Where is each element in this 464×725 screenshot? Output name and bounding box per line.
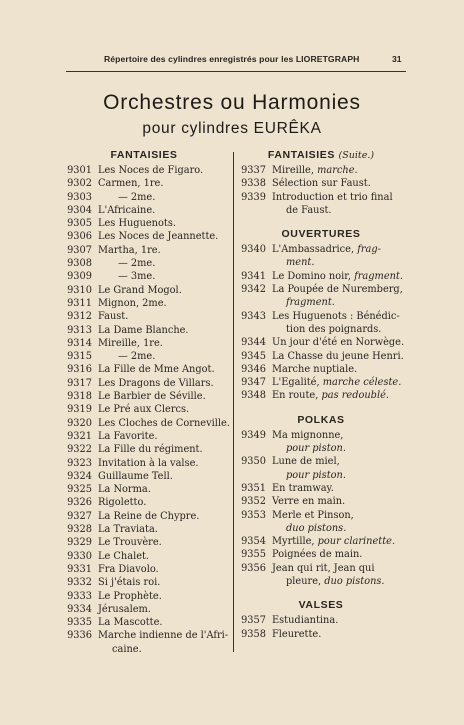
entry-title xyxy=(98,337,230,350)
entry-title xyxy=(98,217,230,230)
entry-text-cont: tion des poignards. xyxy=(286,323,382,335)
header-rule xyxy=(66,71,406,72)
catalog-entry xyxy=(58,470,230,483)
entry-title xyxy=(98,417,230,430)
entry-title xyxy=(272,628,406,641)
entry-text: La Poupée de Nuremberg, xyxy=(272,284,403,296)
entry-title xyxy=(272,177,406,190)
entry-title xyxy=(98,191,230,204)
catalog-entry xyxy=(58,390,230,403)
catalog-entry xyxy=(58,257,230,270)
entry-text: La Mascotte. xyxy=(98,617,163,629)
entry-text: Estudiantina. xyxy=(272,615,339,627)
entry-title xyxy=(98,536,230,549)
entry-number: 9351 xyxy=(241,482,266,494)
entry-text: Jérusalem. xyxy=(98,603,151,615)
entry-title xyxy=(272,350,406,363)
catalog-entry xyxy=(236,389,406,402)
entry-text: Mireille, 1re. xyxy=(98,337,163,349)
entry-text: Le Barbier de Séville. xyxy=(98,391,206,403)
catalog-entry xyxy=(236,191,406,218)
entry-text: — 3me. xyxy=(118,271,156,283)
entry-title xyxy=(98,230,230,243)
catalog-entry xyxy=(58,177,230,190)
catalog-entry xyxy=(58,297,230,310)
entry-title xyxy=(98,377,230,390)
catalog-entry xyxy=(236,509,406,536)
ouvertures-list xyxy=(236,243,406,403)
entry-number: 9322 xyxy=(67,444,92,456)
entry-note-cont: duo pistons. xyxy=(324,576,385,588)
entry-continuation xyxy=(272,442,406,455)
entry-text: La Reine de Chypre. xyxy=(98,510,200,522)
entry-text: Les Huguenots. xyxy=(98,218,176,230)
catalog-entry xyxy=(236,310,406,337)
catalog-entry xyxy=(58,337,230,350)
entry-text: Fra Diavolo. xyxy=(98,563,159,575)
catalog-entry xyxy=(58,616,230,629)
entry-title xyxy=(98,443,230,456)
entry-continuation xyxy=(272,469,406,482)
catalog-entry xyxy=(236,495,406,508)
entry-title xyxy=(272,389,406,402)
entry-number: 9326 xyxy=(67,497,92,509)
entry-number: 9304 xyxy=(67,204,92,216)
entry-text: Merle et Pinson, xyxy=(272,509,354,521)
entry-number: 9347 xyxy=(241,377,266,389)
catalog-entry xyxy=(236,562,406,589)
entry-continuation xyxy=(272,323,406,336)
catalog-entry xyxy=(58,523,230,536)
entry-note-cont: pour piston. xyxy=(286,469,346,481)
entry-number: 9354 xyxy=(241,536,266,548)
entry-number: 9352 xyxy=(241,496,266,508)
entry-title xyxy=(98,270,230,283)
entry-title xyxy=(272,191,406,218)
section-heading-fantaisies: FANTAISIES xyxy=(110,149,178,161)
catalog-entry xyxy=(236,350,406,363)
entry-text: Mignon, 2me. xyxy=(98,297,167,309)
catalog-entry xyxy=(58,430,230,443)
entry-title xyxy=(98,350,230,363)
entry-title xyxy=(98,510,230,523)
entry-title xyxy=(272,455,406,482)
catalog-entry xyxy=(58,217,230,230)
entry-number: 9328 xyxy=(67,524,92,536)
entry-text: Le Pré aux Clercs. xyxy=(98,404,190,416)
entry-title xyxy=(98,204,230,217)
fantaisies-list xyxy=(58,164,230,656)
running-header xyxy=(0,52,464,70)
page-title: Orchestres ou Harmonies xyxy=(103,91,361,114)
catalog-entry xyxy=(236,376,406,389)
entry-number: 9311 xyxy=(67,297,92,309)
entry-number: 9348 xyxy=(241,390,266,402)
entry-title xyxy=(272,283,406,310)
entry-continuation xyxy=(98,643,230,656)
entry-number: 9316 xyxy=(67,364,92,376)
entry-note-cont: duo pistons. xyxy=(286,522,347,534)
entry-title xyxy=(98,523,230,536)
catalog-entry xyxy=(58,457,230,470)
entry-continuation xyxy=(272,296,406,309)
entry-number: 9327 xyxy=(67,510,92,522)
entry-title xyxy=(272,243,406,270)
catalog-entry xyxy=(236,164,406,177)
entry-text: — 2me. xyxy=(118,351,156,363)
entry-text: L'Ambassadrice, xyxy=(272,244,355,256)
entry-continuation xyxy=(272,204,406,217)
catalog-entry xyxy=(236,283,406,310)
entry-number: 9324 xyxy=(67,470,92,482)
entry-text: La Dame Blanche. xyxy=(98,324,189,336)
catalog-entry xyxy=(58,310,230,323)
entry-number: 9312 xyxy=(67,311,92,323)
section-heading-valses: VALSES xyxy=(298,599,344,612)
entry-title xyxy=(98,550,230,563)
entry-number: 9321 xyxy=(67,430,92,442)
catalog-entry xyxy=(58,244,230,257)
entry-number: 9356 xyxy=(241,562,266,574)
section-heading-fantaisies-suite xyxy=(236,148,406,162)
entry-number: 9319 xyxy=(67,404,92,416)
section-heading-text: FANTAISIES xyxy=(267,149,335,161)
entry-text: Carmen, 1re. xyxy=(98,178,164,190)
catalog-entry xyxy=(236,548,406,561)
entry-text: Martha, 1re. xyxy=(98,244,161,256)
entry-title xyxy=(98,616,230,629)
right-column xyxy=(236,148,406,641)
catalog-entry xyxy=(58,363,230,376)
entry-text-cont: de Faust. xyxy=(286,204,332,216)
entry-title xyxy=(98,257,230,270)
entry-number: 9339 xyxy=(241,191,266,203)
entry-text: En tramway. xyxy=(272,482,334,494)
entry-title xyxy=(98,590,230,603)
entry-text: Mireille, xyxy=(272,165,314,176)
entry-title xyxy=(98,430,230,443)
entry-title xyxy=(98,363,230,376)
entry-number: 9346 xyxy=(241,363,266,375)
entry-title xyxy=(272,482,406,495)
entry-title xyxy=(98,284,230,297)
entry-number: 9323 xyxy=(67,457,92,469)
entry-number: 9301 xyxy=(67,165,92,176)
column-divider xyxy=(233,152,234,652)
entry-text: Les Huguenots : Bénédic- xyxy=(272,310,400,322)
entry-number: 9318 xyxy=(67,391,92,403)
entry-number: 9342 xyxy=(241,284,266,296)
entry-number: 9343 xyxy=(241,310,266,322)
entry-text: Marche nuptiale. xyxy=(272,363,358,375)
entry-number: 9338 xyxy=(241,178,266,190)
entry-title xyxy=(272,336,406,349)
entry-number: 9334 xyxy=(67,603,92,615)
catalog-entry xyxy=(58,417,230,430)
entry-text: Si j'étais roi. xyxy=(98,577,161,589)
catalog-entry xyxy=(58,576,230,589)
catalog-entry xyxy=(58,350,230,363)
entry-title xyxy=(98,563,230,576)
entry-number: 9357 xyxy=(241,615,266,627)
catalog-entry xyxy=(58,204,230,217)
entry-text: — 2me. xyxy=(118,191,156,203)
entry-text: La Favorite. xyxy=(98,430,158,442)
entry-text: — 2me. xyxy=(118,258,156,270)
catalog-entry xyxy=(236,628,406,641)
entry-number: 9335 xyxy=(67,617,92,629)
entry-number: 9333 xyxy=(67,590,92,602)
entry-continuation xyxy=(272,256,406,269)
catalog-entry xyxy=(58,629,230,656)
catalog-entry xyxy=(58,443,230,456)
entry-note: fragment. xyxy=(354,270,403,282)
entry-text: Le Domino noir, xyxy=(272,270,351,282)
catalog-entry xyxy=(58,284,230,297)
catalog-entry xyxy=(58,510,230,523)
catalog-entry xyxy=(58,403,230,416)
entry-note: frag- xyxy=(357,244,381,256)
entry-number: 9336 xyxy=(67,630,92,642)
entry-number: 9350 xyxy=(241,456,266,468)
page-number: 31 xyxy=(392,54,402,64)
entry-note-cont: ment. xyxy=(286,257,315,269)
entry-note: marche céleste. xyxy=(322,377,402,389)
entry-text: Faust. xyxy=(98,311,129,323)
section-heading-ouvertures: OUVERTURES xyxy=(281,228,361,241)
entry-title xyxy=(272,562,406,589)
entry-number: 9344 xyxy=(241,337,266,349)
entry-note: marche. xyxy=(317,165,358,176)
catalog-entry xyxy=(236,482,406,495)
entry-text: Lune de miel, xyxy=(272,456,340,468)
entry-text: Invitation à la valse. xyxy=(98,457,199,469)
entry-number: 9353 xyxy=(241,509,266,521)
entry-text: Introduction et trio final xyxy=(272,191,393,203)
entry-text: Marche indienne de l'Afri- xyxy=(98,630,229,642)
entry-text: La Traviata. xyxy=(98,524,158,536)
entry-number: 9303 xyxy=(67,191,92,203)
entry-title xyxy=(272,310,406,337)
entry-text-cont: pleure, xyxy=(286,576,322,588)
entry-title xyxy=(272,535,406,548)
entry-text: La Fille de Mme Angot. xyxy=(98,364,215,376)
catalog-entry xyxy=(58,563,230,576)
entry-number: 9307 xyxy=(67,244,92,256)
entry-title xyxy=(98,390,230,403)
entry-title xyxy=(98,457,230,470)
catalog-entry xyxy=(58,191,230,204)
entry-note: pas redoublé. xyxy=(321,390,389,402)
entry-title xyxy=(272,363,406,376)
entry-text: Myrtille, xyxy=(272,536,315,548)
entry-text: Les Noces de Jeannette. xyxy=(98,231,219,243)
entry-title xyxy=(98,244,230,257)
entry-text: Les Dragons de Villars. xyxy=(98,377,214,389)
entry-title xyxy=(272,270,406,283)
entry-text: La Norma. xyxy=(98,484,151,496)
catalog-entry xyxy=(236,535,406,548)
catalog-entry xyxy=(58,536,230,549)
entry-number: 9309 xyxy=(67,271,92,283)
catalog-entry xyxy=(58,550,230,563)
entry-title xyxy=(272,429,406,456)
entry-continuation xyxy=(272,522,406,535)
entry-title xyxy=(98,483,230,496)
entry-text: Poignées de main. xyxy=(272,549,363,561)
entry-title xyxy=(98,177,230,190)
entry-text: En route, xyxy=(272,390,319,402)
entry-text: Le Trouvère. xyxy=(98,537,162,549)
entry-number: 9317 xyxy=(67,377,92,389)
catalog-entry xyxy=(58,230,230,243)
entry-number: 9355 xyxy=(241,549,266,561)
entry-title xyxy=(98,310,230,323)
entry-title xyxy=(98,403,230,416)
entry-number: 9313 xyxy=(67,324,92,336)
entry-number: 9349 xyxy=(241,429,266,441)
entry-title xyxy=(98,324,230,337)
entry-text: Le Chalet. xyxy=(98,550,150,562)
catalog-entry xyxy=(58,270,230,283)
entry-title xyxy=(272,548,406,561)
entry-title xyxy=(98,496,230,509)
entry-number: 9358 xyxy=(241,628,266,640)
catalog-entry xyxy=(236,429,406,456)
entry-text: La Fille du régiment. xyxy=(98,444,203,456)
entry-number: 9306 xyxy=(67,231,92,243)
entry-text: Le Grand Mogol. xyxy=(98,284,182,296)
catalog-entry xyxy=(236,177,406,190)
entry-number: 9329 xyxy=(67,537,92,549)
entry-note-cont: fragment. xyxy=(286,297,335,309)
entry-note: pour clarinette. xyxy=(317,536,396,548)
header-title: Répertoire des cylindres enregistrés pour les LIORETGRAPH xyxy=(104,54,360,64)
valses-list xyxy=(236,614,406,641)
fantaisies-suite-list xyxy=(236,164,406,217)
section-heading-suite: (Suite.) xyxy=(338,150,375,161)
catalog-entry xyxy=(58,496,230,509)
entry-title xyxy=(272,509,406,536)
entry-text: Jean qui rit, Jean qui xyxy=(272,562,375,574)
entry-title xyxy=(272,495,406,508)
entry-text: Sélection sur Faust. xyxy=(272,178,371,190)
entry-text: Guillaume Tell. xyxy=(98,470,173,482)
entry-text: Rigoletto. xyxy=(98,497,147,509)
entry-title xyxy=(272,164,406,177)
entry-title xyxy=(98,470,230,483)
entry-number: 9315 xyxy=(67,351,92,363)
entry-text: L'Africaine. xyxy=(98,204,156,216)
entry-continuation xyxy=(272,575,406,588)
entry-text: Les Noces de Figaro. xyxy=(98,165,204,176)
entry-number: 9308 xyxy=(67,258,92,270)
entry-number: 9337 xyxy=(241,165,266,176)
entry-number: 9341 xyxy=(241,270,266,282)
entry-number: 9314 xyxy=(67,337,92,349)
entry-number: 9302 xyxy=(67,178,92,190)
catalog-entry xyxy=(58,603,230,616)
entry-number: 9320 xyxy=(67,417,92,429)
entry-title xyxy=(98,603,230,616)
catalog-entry xyxy=(236,243,406,270)
entry-text: Le Prophète. xyxy=(98,590,162,602)
catalog-entry xyxy=(236,363,406,376)
catalog-entry xyxy=(58,377,230,390)
catalog-entry xyxy=(236,336,406,349)
entry-title xyxy=(98,297,230,310)
entry-title xyxy=(98,629,230,656)
entry-text: Ma mignonne, xyxy=(272,429,344,441)
catalog-entry xyxy=(58,483,230,496)
entry-number: 9331 xyxy=(67,563,92,575)
entry-note-cont: pour piston. xyxy=(286,443,346,455)
entry-text: L'Egalité, xyxy=(272,377,320,389)
section-heading-polkas: POLKAS xyxy=(297,413,345,426)
catalog-entry xyxy=(236,455,406,482)
entry-number: 9325 xyxy=(67,484,92,496)
left-column xyxy=(58,148,230,656)
entry-number: 9345 xyxy=(241,350,266,362)
entry-text: Un jour d'été en Norwège. xyxy=(272,337,405,349)
entry-text: Verre en main. xyxy=(272,496,346,508)
entry-text: Fleurette. xyxy=(272,628,322,640)
catalog-entry xyxy=(236,614,406,627)
entry-title xyxy=(272,376,406,389)
entry-number: 9332 xyxy=(67,577,92,589)
entry-number: 9330 xyxy=(67,550,92,562)
entry-title xyxy=(272,614,406,627)
entry-number: 9305 xyxy=(67,218,92,230)
catalog-entry xyxy=(58,590,230,603)
entry-text-cont: caine. xyxy=(112,643,142,655)
catalog-entry xyxy=(58,324,230,337)
entry-text: La Chasse du jeune Henri. xyxy=(272,350,404,362)
catalog-entry xyxy=(58,164,230,177)
entry-title xyxy=(98,164,230,177)
entry-number: 9310 xyxy=(67,284,92,296)
entry-number: 9340 xyxy=(241,244,266,256)
entry-text: Les Cloches de Corneville. xyxy=(98,417,230,429)
polkas-list xyxy=(236,429,406,589)
entry-title xyxy=(98,576,230,589)
catalog-entry xyxy=(236,270,406,283)
page-subtitle: pour cylindres EURÊKA xyxy=(142,120,322,137)
